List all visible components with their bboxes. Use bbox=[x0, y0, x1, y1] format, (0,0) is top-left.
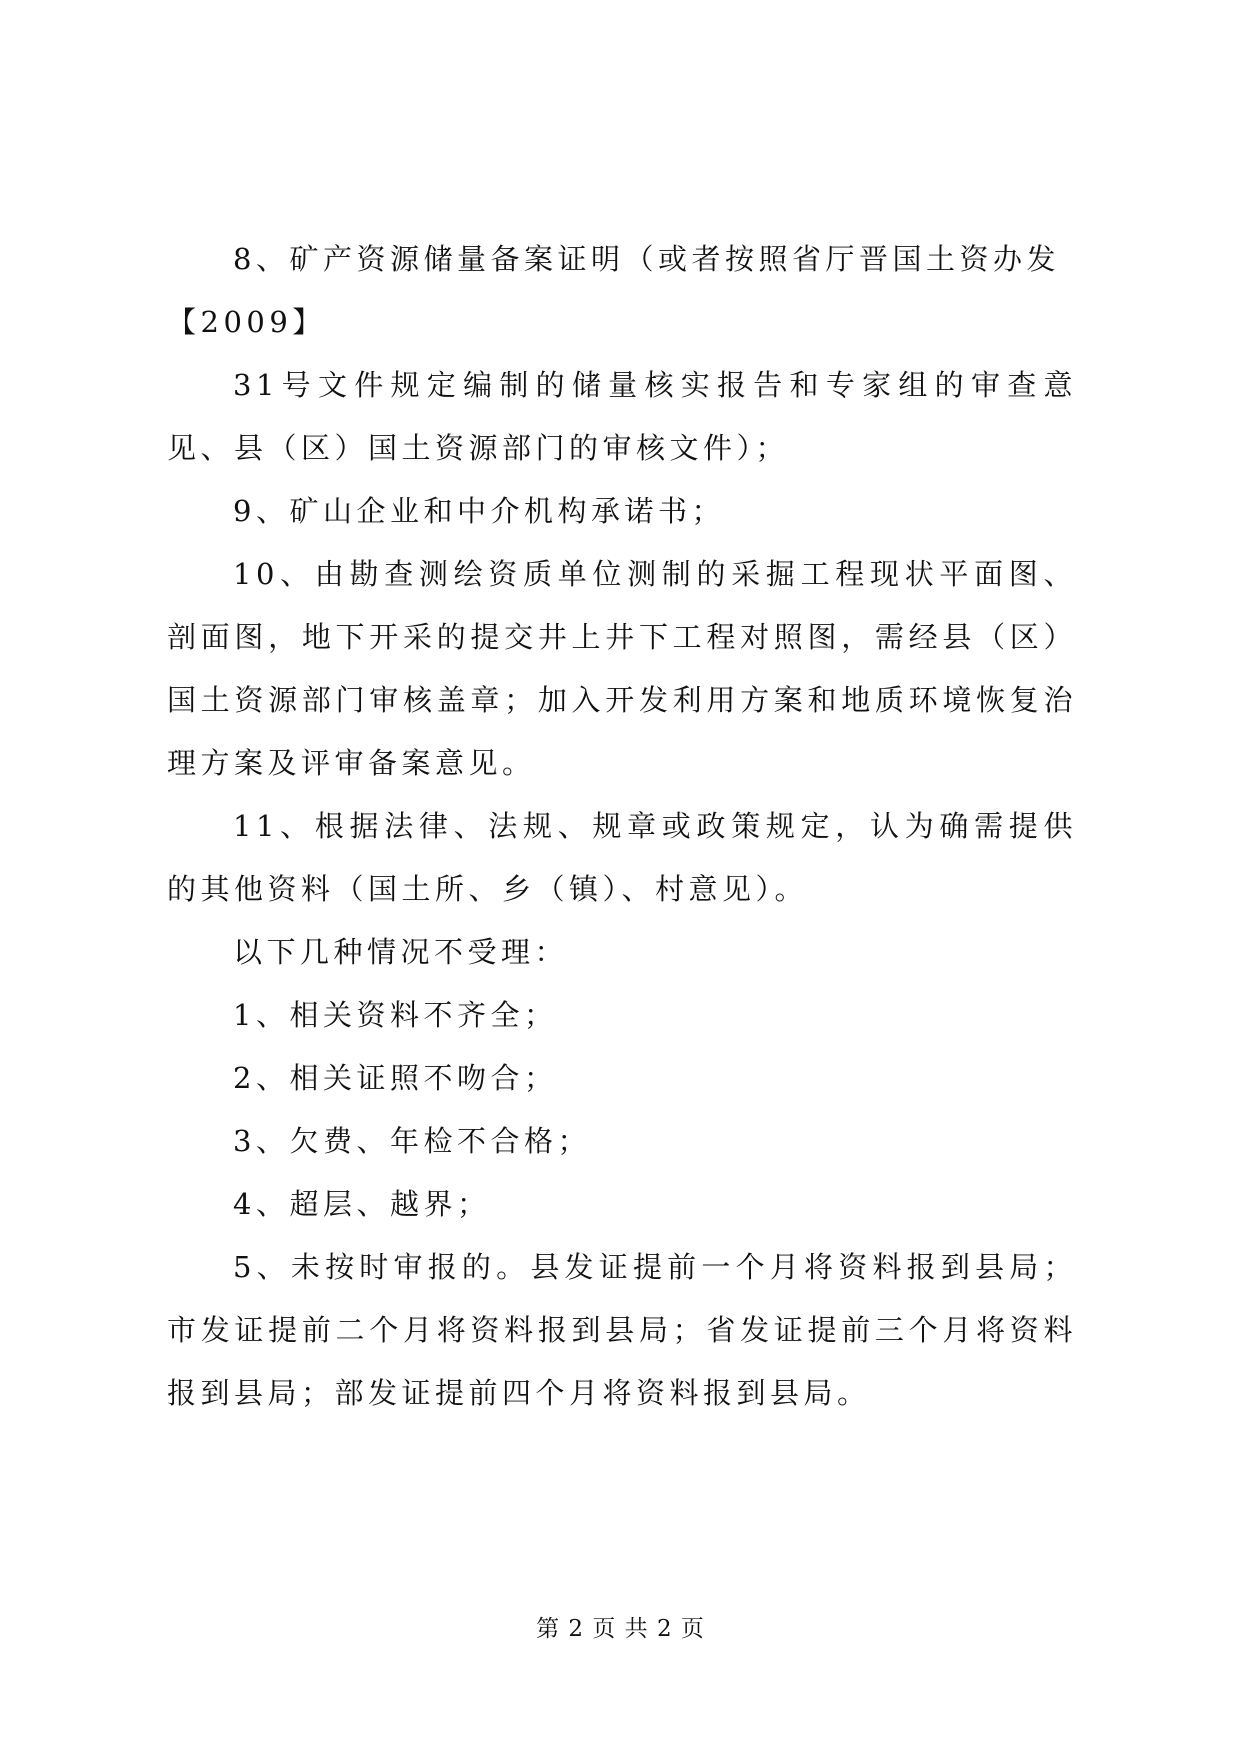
document-body bbox=[167, 228, 1077, 1425]
paragraph-item-10: 10、由勘查测绘资质单位测制的采掘工程现状平面图、剖面图，地下开采的提交井上井下工程对照图，需经县（区）国土资源部门审核盖章；加入开发利用方案和地质环境恢复治理方案及评审备案意见。 bbox=[167, 557, 1077, 780]
paragraph-rejection-2: 2、相关证照不吻合； bbox=[233, 1061, 558, 1095]
page-footer: 第 2 页 共 2 页 bbox=[536, 1616, 705, 1642]
paragraph-rejection-5: 5、未按时审报的。县发证提前一个月将资料报到县局；市发证提前二个月将资料报到县局；省发证提前三个月将资料报到县局；部发证提前四个月将资料报到县局。 bbox=[167, 1250, 1077, 1410]
paragraph-rejection-4: 4、超层、越界； bbox=[233, 1187, 491, 1221]
paragraph-item-11: 11、根据法律、法规、规章或政策规定，认为确需提供的其他资料（国土所、乡（镇）、村意见）。 bbox=[167, 809, 1077, 906]
paragraph-item-8: 8、矿产资源储量备案证明（或者按照省厅晋国土资办发 bbox=[233, 242, 1060, 276]
paragraph-rejection-1: 1、相关资料不齐全； bbox=[233, 998, 558, 1032]
paragraph-rejection-heading: 以下几种情况不受理： bbox=[233, 935, 569, 969]
paragraph-rejection-3: 3、欠费、年检不合格； bbox=[233, 1124, 591, 1158]
paragraph-doc-31: 31号文件规定编制的储量核实报告和专家组的审查意见、县（区）国土资源部门的审核文件）； bbox=[167, 368, 1077, 465]
paragraph-item-9: 9、矿山企业和中介机构承诺书； bbox=[233, 494, 725, 528]
paragraph-year-bracket: 【2009】 bbox=[167, 305, 326, 339]
